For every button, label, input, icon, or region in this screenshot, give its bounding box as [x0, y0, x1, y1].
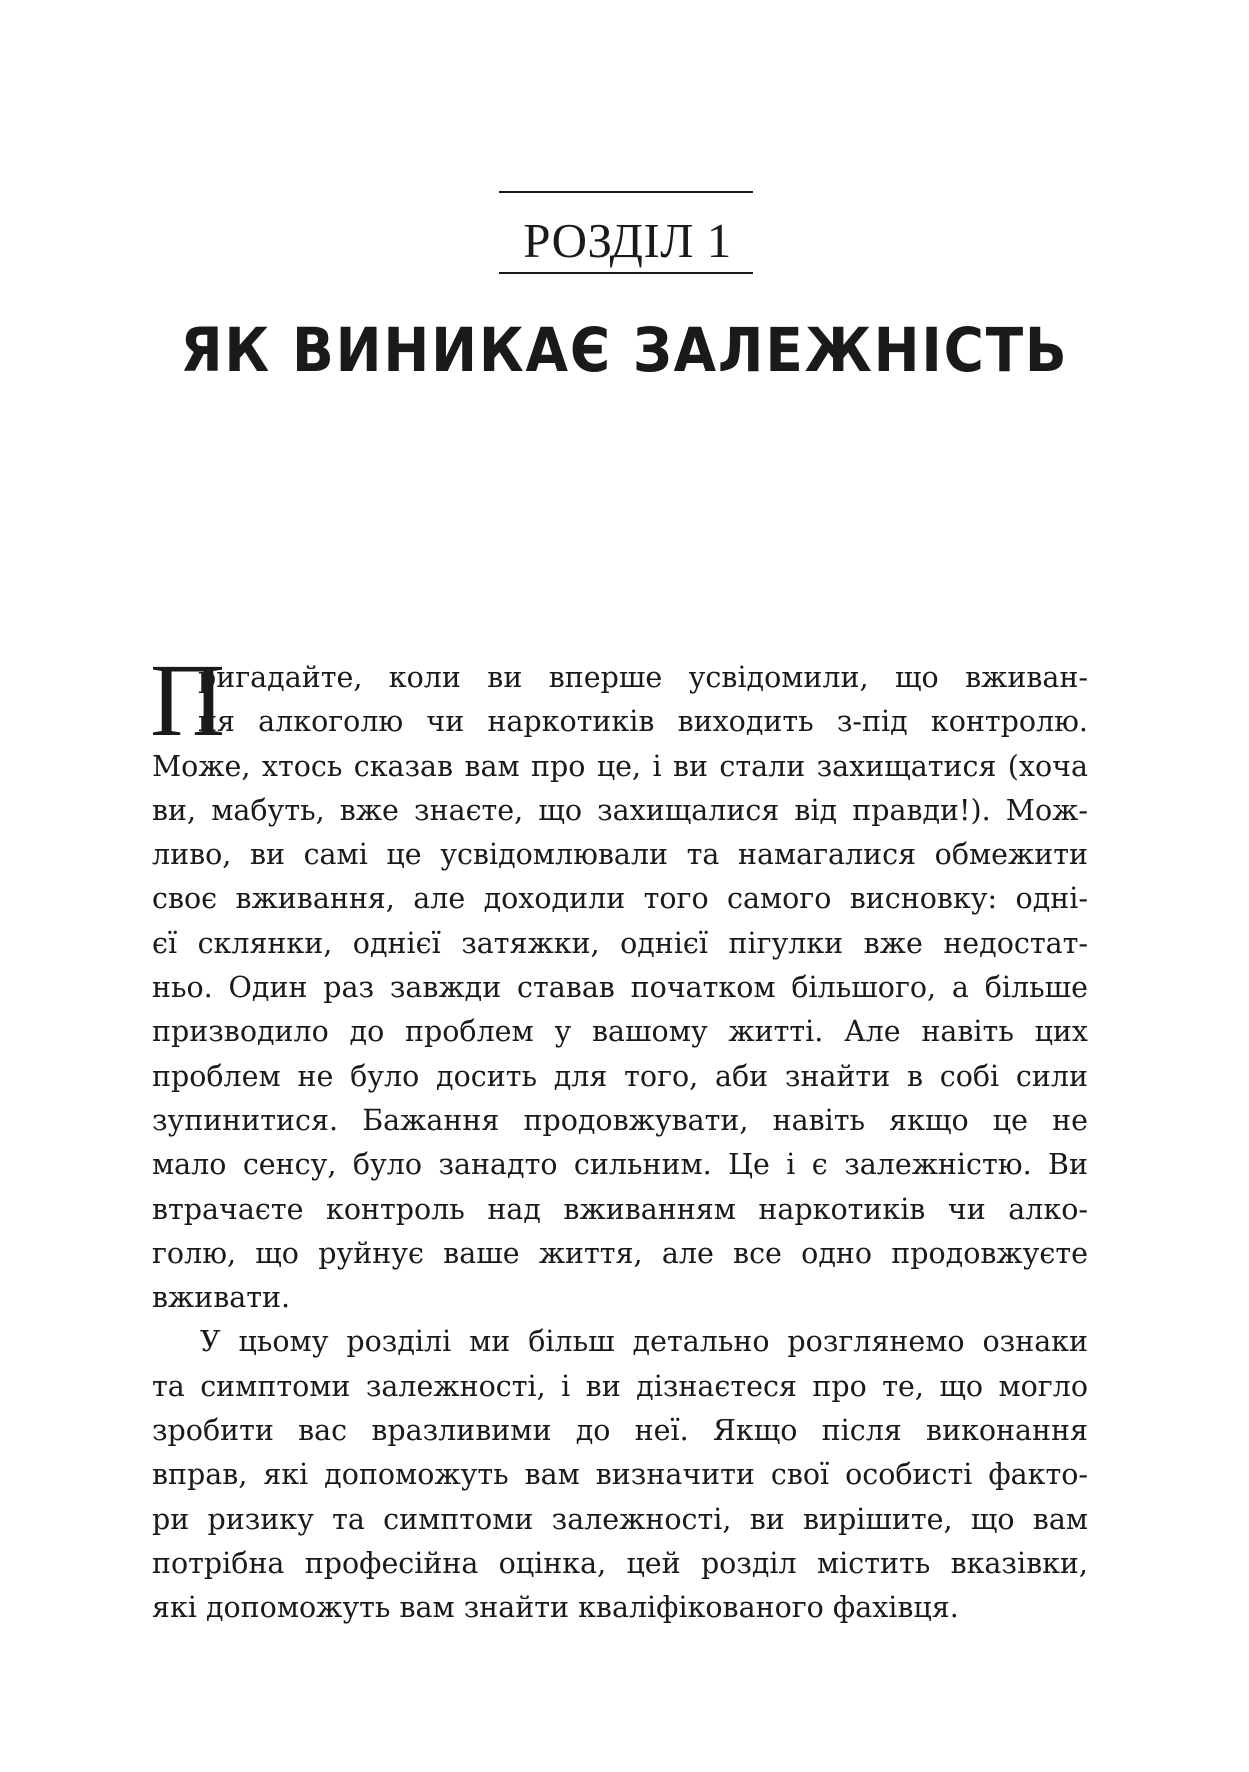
text-line: У цьому розділі ми більш детально розглянемо ознаки — [200, 1325, 1088, 1359]
text-line: Може, хтось сказав вам про це, і ви стали захищатися (хоча — [152, 749, 1088, 783]
text-line: зробити вас вразливими до неї. Якщо після виконання — [152, 1414, 1088, 1448]
text-line: ливо, ви самі це усвідомлювали та намагалися обмежити — [152, 838, 1088, 872]
text-line: вживати. — [152, 1281, 291, 1315]
text-line: ви, мабуть, вже знаєте, що захищалися від правди!). Мож- — [152, 793, 1088, 827]
chapter-title: ЯК ВИНИКАЄ ЗАЛЕЖНІСТЬ — [180, 315, 1069, 386]
text-line: голю, що руйнує ваше життя, але все одно продовжуєте — [152, 1236, 1088, 1270]
text-line: мало сенсу, було занадто сильним. Це і є залежністю. Ви — [152, 1148, 1088, 1182]
text-line: потрібна професійна оцінка, цей розділ містить вказівки, — [152, 1546, 1088, 1580]
text-line: ригадайте, коли ви вперше усвідомили, що вживан- — [198, 661, 1088, 694]
drop-cap: П — [150, 643, 226, 758]
text-line: втрачаєте контроль над вживанням наркотиків чи алко- — [152, 1192, 1088, 1226]
text-line: та симптоми залежності, і ви дізнаєтеся про те, що могло — [152, 1369, 1088, 1403]
text-line: ри ризику та симптоми залежності, ви вирішите, що вам — [152, 1502, 1088, 1536]
text-line: зупинитися. Бажання продовжувати, навіть якщо це не — [152, 1103, 1088, 1137]
text-line: ня алкоголю чи наркотиків виходить з-під контролю. — [198, 705, 1088, 739]
text-line: які допоможуть вам знайти кваліфікованого фахівця. — [152, 1591, 959, 1625]
body-text — [150, 643, 1088, 1631]
chapter-rule-bottom — [499, 272, 753, 274]
text-line: ньо. Один раз завжди ставав початком більшого, а більше — [152, 971, 1088, 1005]
text-line: вправ, які допоможуть вам визначити свої особисті факто- — [152, 1458, 1088, 1492]
paragraph-2 — [152, 1320, 1088, 1630]
chapter-label: РОЗДІЛ 1 — [523, 213, 732, 268]
text-line: своє вживання, але доходили того самого висновку: одні- — [152, 882, 1088, 916]
text-line: проблем не було досить для того, аби знайти в собі сили — [152, 1059, 1088, 1093]
text-line: призводило до проблем у вашому житті. Але навіть цих — [152, 1015, 1088, 1049]
text-line: єї склянки, однієї затяжки, однієї пігулки вже недостат- — [152, 926, 1088, 960]
paragraph-1 — [150, 643, 1088, 1320]
chapter-header — [0, 191, 1249, 274]
